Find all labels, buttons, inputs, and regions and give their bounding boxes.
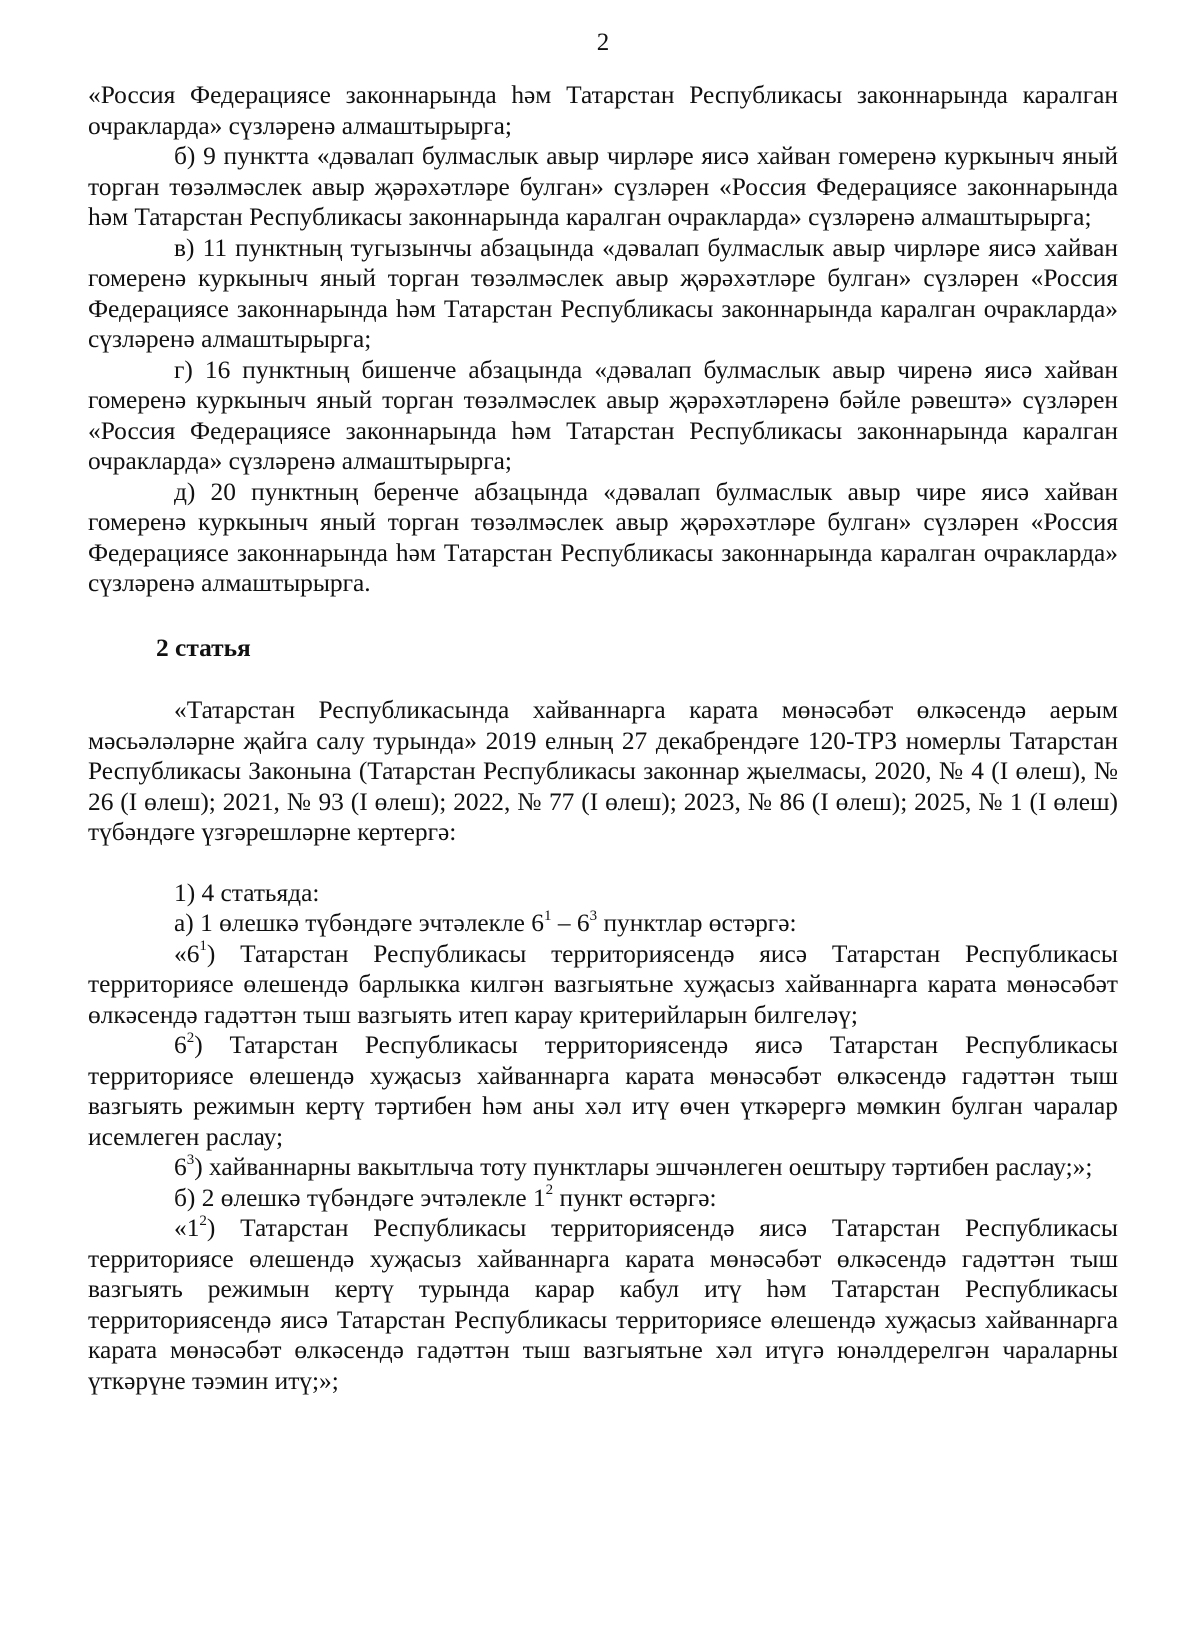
page-number: 2 xyxy=(596,29,610,56)
item-a-sup2: 3 xyxy=(589,907,598,924)
point-6-1-text: ) Татарстан Республикасы территориясендә яисә Татарстан Республикасы территориясе өлешендә барлыкка килгән вазгыятьне хуҗасыз хайваннарга карата мөнәсәбәт өлкәсендә гадәттән тыш вазгыять итеп карау критерийларын билгеләү; xyxy=(88,939,1118,1029)
spacer xyxy=(88,663,1118,695)
paragraph-item-d: д) 20 пунктның беренче абзацында «дәвалап булмаслык авыр чире яисә хайван гомеренә куркыныч яный торган төзәлмәслек авыр җәрәхәтләре булган» сүзләрен «Россия Федерациясе законнарында һәм Татарстан Республикасы законнарында каралган очракларда» сүзләренә алмаштырырга. xyxy=(88,477,1118,597)
section-intro: «Татарстан Республикасында хайваннарга карата мөнәсәбәт өлкәсендә аерым мәсьәләләрне җайга салу турында» 2019 елның 27 декабрендәге 120-ТРЗ номерлы Татарстан Республикасы Законына (Татарстан Республикасы законнар җыелмасы, 2020, № 4 (I өлеш), № 26 (I өлеш); 2021, № 93 (I өлеш); 2022, № 77 (I өлеш); 2023, № 86 (I өлеш); 2025, № 1 (I өлеш) түбәндәге үзгәрешләрне кертергә: xyxy=(88,696,1118,846)
item-a-before: а) 1 өлешкә түбәндәге эчтәлекле 6 xyxy=(174,909,544,937)
point-1-2-text: ) Татарстан Республикасы территориясендә яисә Татарстан Республикасы территориясе өлешендә хуҗасыз хайваннарга карата мөнәсәбәт өлкәсендә гадәттән тыш вазгыять режимын кертү турында карар кабул итү һәм Татарстан Республикасы территориясендә яисә Татарстан Республикасы территориясе өлешендә хуҗасыз хайваннарга карата мөнәсәбәт өлкәсендә гадәттән тыш вазгыятьне хәл итүгә юнәлдерелгән чараларны үткәрүне тәэмин итү;»; xyxy=(88,1214,1118,1395)
point-6-3 xyxy=(88,1152,1118,1183)
paragraph-item-v: в) 11 пунктның тугызынчы абзацында «дәвалап булмаслык авыр чирләре яисә хайван гомеренә куркыныч яный торган төзәлмәслек авыр җәрәхәтләре булган» сүзләрен «Россия Федерациясе законнарында һәм Татарстан Республикасы законнарында каралган очракларда» сүзләренә алмаштырырга; xyxy=(88,233,1118,353)
item-a-after: пунктлар өстәргә: xyxy=(597,909,797,937)
item-a-mid: – 6 xyxy=(551,909,590,937)
document-page xyxy=(88,28,1118,1396)
point-6-3-text: ) хайваннарны вакытлыча тоту пунктлары эшчәнлеген оештыру тәртибен раслау;»; xyxy=(194,1153,1093,1181)
item-b-before: б) 2 өлешкә түбәндәге эчтәлекле 1 xyxy=(174,1183,546,1212)
point-6-1 xyxy=(88,939,1118,1031)
paragraph-continuation: «Россия Федерациясе законнарында һәм Татарстан Республикасы законнарында каралган очракларда» сүзләренә алмаштырырга; xyxy=(88,81,1118,140)
point-1-2 xyxy=(88,1213,1118,1396)
point-6-1-prefix: «6 xyxy=(174,939,200,968)
item-a-sup1: 1 xyxy=(544,907,552,924)
point-6-2-sup: 2 xyxy=(186,1029,195,1046)
paragraph-item-g: г) 16 пунктның бишенче абзацында «дәвалап булмаслык авыр чиренә яисә хайван гомеренә куркыныч яный торган төзәлмәслек авыр җәрәхәтләренә бәйле рәвештә» сүзләрен «Россия Федерациясе законнарында һәм Татарстан Республикасы законнарында каралган очракларда» сүзләренә алмаштырырга; xyxy=(88,355,1118,475)
paragraph-item-b: б) 9 пунктта «дәвалап булмаслык авыр чирләре яисә хайван гомеренә куркыныч яный торган төзәлмәслек авыр җәрәхәтләре булган» сүзләрен «Россия Федерациясе законнарында һәм Татарстан Республикасы законнарында каралган очракларда» сүзләренә алмаштырырга; xyxy=(88,142,1118,231)
item-b xyxy=(88,1183,1118,1214)
point-1-2-sup: 2 xyxy=(199,1212,207,1229)
point-6-3-prefix: 6 xyxy=(174,1153,187,1181)
point-6-3-sup: 3 xyxy=(186,1151,195,1168)
point-6-2 xyxy=(88,1030,1118,1152)
item-b-after: пункт өстәргә: xyxy=(553,1183,717,1212)
spacer xyxy=(88,848,1118,878)
point-1-2-prefix: «1 xyxy=(174,1214,200,1242)
section-title: 2 статья xyxy=(156,633,251,662)
point-6-2-text: ) Татарстан Республикасы территориясендә яисә Татарстан Республикасы территориясе өлешендә хуҗасыз хайваннарга карата мөнәсәбәт өлкәсендә гадәттән тыш вазгыять режимын кертү тәртибен һәм аны хәл итү өчен үткәрергә мөмкин булган чаралар исемлеген раслау; xyxy=(88,1031,1118,1151)
point-6-2-prefix: 6 xyxy=(174,1031,187,1059)
item-1: 1) 4 статьяда: xyxy=(174,878,320,907)
item-a xyxy=(88,908,1118,939)
spacer xyxy=(88,599,1118,633)
point-6-1-sup: 1 xyxy=(199,938,207,955)
item-b-sup: 2 xyxy=(545,1182,554,1199)
